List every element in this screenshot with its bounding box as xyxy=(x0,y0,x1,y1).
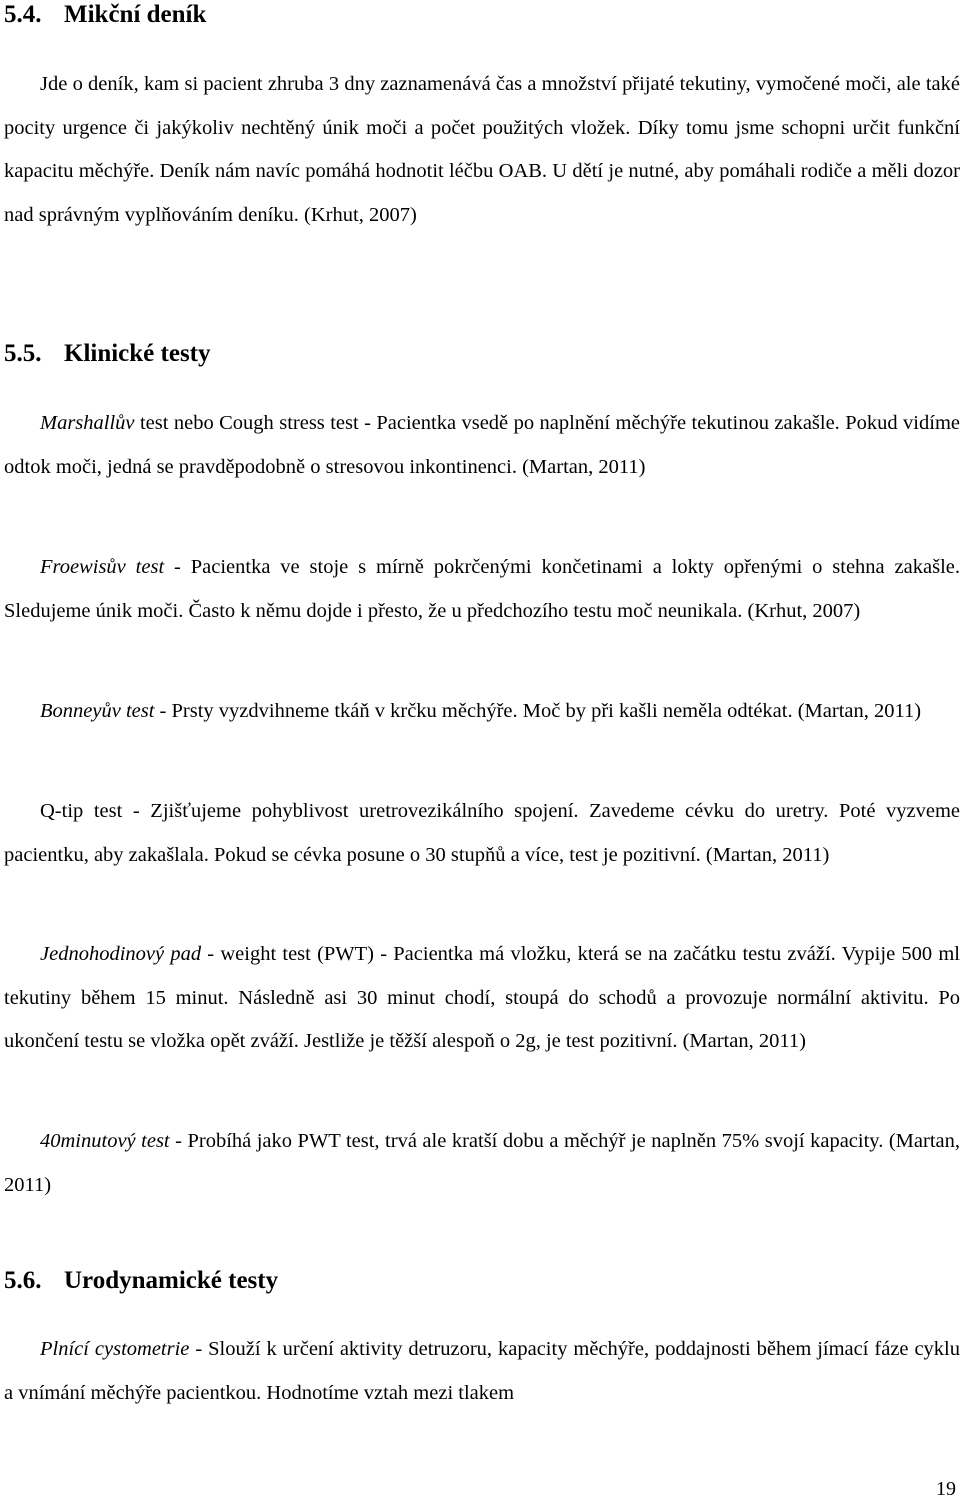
section-heading-5-6 xyxy=(4,1266,278,1296)
section-number: 5.5. xyxy=(4,340,42,367)
paragraph-text: - Pacientka ve stoje s mírně pokrčenými končetinami a lokty opřenými o stehna zakašle. Sledujeme únik moči. Často k němu dojde i přesto, že u předchozího testu moč neunikala. (Krhut, 2007) xyxy=(4,556,960,622)
test-name: Bonneyův test xyxy=(40,700,155,722)
paragraph-text: test nebo Cough stress test - Pacientka vsedě po naplnění měchýře tekutinou zakašle. Pokud vidíme odtok moči, jedná se pravděpodobně o stresovou inkontinenci. (Martan, 2011) xyxy=(4,412,960,478)
paragraph-text: Q-tip test - Zjišťujeme pohyblivost uretrovezikálního spojení. Zavedeme cévku do uretry. Poté vyzveme pacientku, aby zakašlala. Pokud se cévka posune o 30 stupňů a více, test je pozitivní. (Martan, 2011) xyxy=(4,800,960,866)
paragraph-text: - Prsty vyzdvihneme tkáň v krčku měchýře. Moč by při kašli neměla odtékat. (Martan, 2011) xyxy=(154,700,922,722)
paragraph-froewis-test xyxy=(4,546,960,633)
section-title: Mikční deník xyxy=(64,1,207,28)
paragraph-filling-cystometry xyxy=(4,1328,960,1415)
paragraph-text: - weight test (PWT) - Pacientka má vložku, která se na začátku testu zváží. Vypije 500 ml tekutiny během 15 minut. Následně asi 30 minut chodí, stoupá do schodů a provozuje normální aktivitu. Po ukončení testu se vložka opět zváží. Jestliže je těžší alespoň o 2g, je test pozitivní. (Martan, 2011) xyxy=(4,943,960,1052)
paragraph-text: - Slouží k určení aktivity detruzoru, kapacity měchýře, poddajnosti během jímací fáze cyklu a vnímání měchýře pacientkou. Hodnotíme vztah mezi tlakem xyxy=(4,1338,960,1404)
paragraph-text: - Probíhá jako PWT test, trvá ale kratší dobu a měchýř je naplněn 75% svojí kapacity. (Martan, 2011) xyxy=(4,1130,960,1196)
test-name: Plnící cystometrie xyxy=(40,1338,190,1360)
paragraph-mikcni-denik xyxy=(4,63,960,237)
section-heading-5-5 xyxy=(4,339,211,369)
section-number: 5.4. xyxy=(4,1,42,28)
test-name: 40minutový test xyxy=(40,1130,170,1152)
section-title: Urodynamické testy xyxy=(64,1267,279,1294)
paragraph-text: Jde o deník, kam si pacient zhruba 3 dny zaznamenává čas a množství přijaté tekutiny, vymočené moči, ale také pocity urgence či jakýkoliv nechtěný únik moči a počet použitých vložek. Díky tomu jsme schopni určit funkční kapacitu měchýře. Deník nám navíc pomáhá hodnotit léčbu OAB. U dětí je nutné, aby pomáhali rodiče a měli dozor nad správným vyplňováním deníku. (Krhut, 2007) xyxy=(4,73,960,226)
paragraph-40-minute-test xyxy=(4,1120,960,1207)
page-number: 19 xyxy=(936,1478,956,1500)
section-title: Klinické testy xyxy=(64,340,211,367)
section-number: 5.6. xyxy=(4,1267,42,1294)
paragraph-bonney-test xyxy=(4,690,960,734)
paragraph-marshall-test xyxy=(4,402,960,489)
test-name: Jednohodinový pad xyxy=(40,943,202,965)
paragraph-pad-weight-test xyxy=(4,933,960,1064)
test-name: Froewisův test xyxy=(40,556,165,578)
test-name: Marshallův xyxy=(40,412,135,434)
paragraph-q-tip-test xyxy=(4,790,960,877)
section-heading-5-4 xyxy=(4,0,206,30)
